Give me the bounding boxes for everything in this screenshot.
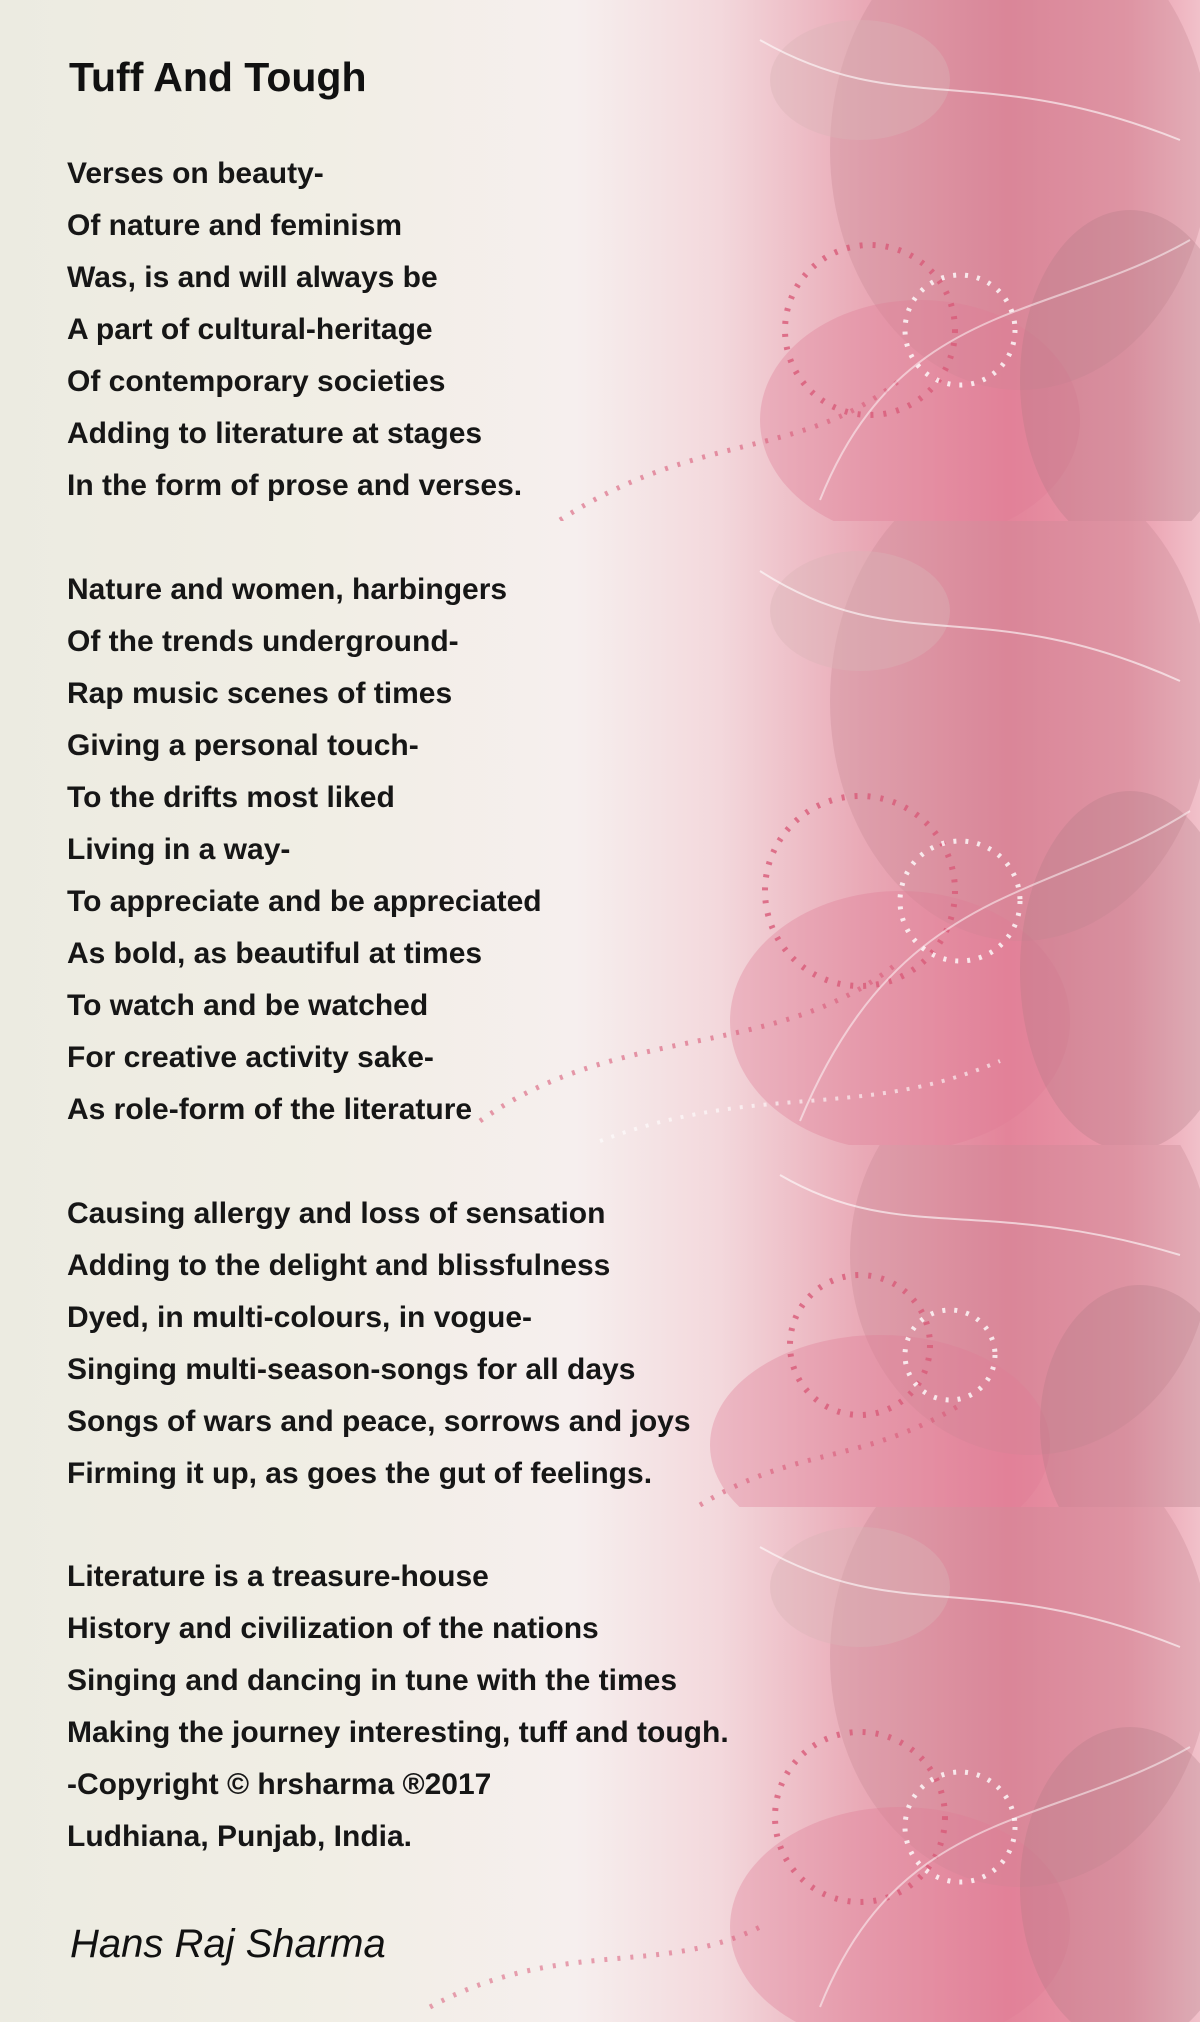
stanza-3 bbox=[67, 1188, 691, 1500]
poem-title: Tuff And Tough bbox=[69, 54, 367, 100]
poem-line: To watch and be watched bbox=[67, 989, 429, 1022]
poem-line: Singing and dancing in tune with the times bbox=[67, 1664, 678, 1697]
poem-line: A part of cultural-heritage bbox=[67, 313, 433, 346]
poem-line: Dyed, in multi-colours, in vogue- bbox=[67, 1301, 533, 1334]
poem-line: To appreciate and be appreciated bbox=[67, 885, 542, 918]
stanza-1 bbox=[67, 148, 522, 512]
poem-line: Songs of wars and peace, sorrows and joys bbox=[67, 1405, 691, 1438]
location-line: Ludhiana, Punjab, India. bbox=[67, 1820, 413, 1853]
poem-line: History and civilization of the nations bbox=[67, 1612, 599, 1645]
poem-line: Causing allergy and loss of sensation bbox=[67, 1197, 606, 1230]
poem-line: Of the trends underground- bbox=[67, 625, 459, 658]
poem-line: To the drifts most liked bbox=[67, 781, 395, 814]
poem-line: Singing multi-season-songs for all days bbox=[67, 1353, 636, 1386]
poem-line: As role-form of the literature bbox=[67, 1093, 473, 1126]
copyright-line: -Copyright © hrsharma ®2017 bbox=[67, 1768, 492, 1801]
poem-line: Giving a personal touch- bbox=[67, 729, 419, 762]
author-name: Hans Raj Sharma bbox=[70, 1922, 386, 1966]
poem-line: Living in a way- bbox=[67, 833, 291, 866]
poem-line: In the form of prose and verses. bbox=[67, 469, 523, 502]
poem-line: Nature and women, harbingers bbox=[67, 573, 508, 606]
poem-line: Making the journey interesting, tuff and tough. bbox=[67, 1716, 729, 1749]
poem-line: Firming it up, as goes the gut of feelings. bbox=[67, 1457, 653, 1490]
poem-line: For creative activity sake- bbox=[67, 1041, 434, 1074]
poem-line: Of contemporary societies bbox=[67, 365, 446, 398]
stanza-4 bbox=[67, 1551, 729, 1863]
poem-line: Verses on beauty- bbox=[67, 157, 324, 190]
poem-line: Rap music scenes of times bbox=[67, 677, 453, 710]
poem-line: Was, is and will always be bbox=[67, 261, 438, 294]
poem-line: Literature is a treasure-house bbox=[67, 1560, 489, 1593]
poem-line: Adding to literature at stages bbox=[67, 417, 483, 450]
poem-line: As bold, as beautiful at times bbox=[67, 937, 483, 970]
stanza-2 bbox=[67, 564, 542, 1136]
poem-line: Adding to the delight and blissfulness bbox=[67, 1249, 611, 1282]
poem-line: Of nature and feminism bbox=[67, 209, 403, 242]
